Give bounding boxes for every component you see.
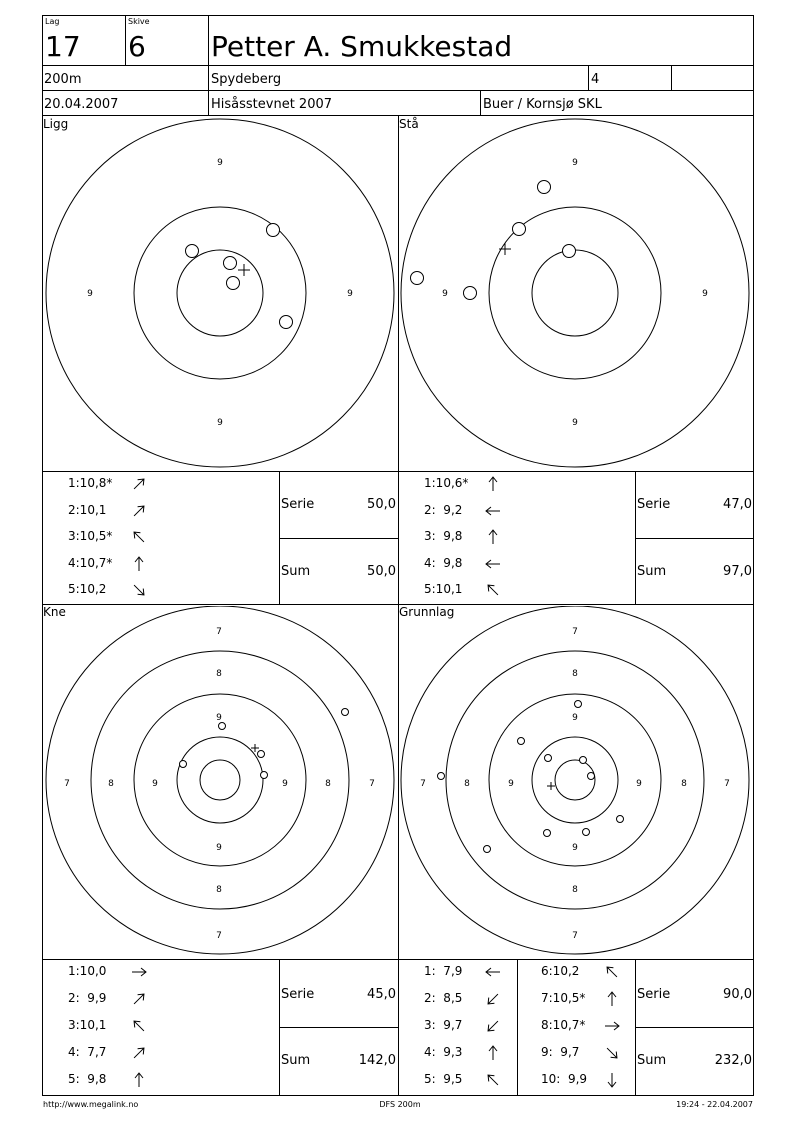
serie-value-ligg: 50,0	[367, 497, 396, 512]
ring-number: 9	[217, 418, 223, 428]
ring-number: 7	[724, 779, 730, 789]
target-ring	[446, 651, 704, 909]
direction-arrow-icon	[130, 1044, 148, 1062]
target-ring	[91, 651, 349, 909]
direction-arrow-icon	[130, 963, 148, 981]
shot-score: 2: 9,9	[68, 991, 107, 1005]
ring-number: 8	[572, 669, 578, 679]
direction-arrow-icon	[603, 1017, 621, 1035]
lag-label: Lag	[45, 17, 60, 26]
shot-score: 5:10,2	[68, 582, 107, 596]
distance: 200m	[44, 72, 82, 87]
shot-hole	[575, 701, 582, 708]
section-title-sta: Stå	[399, 117, 419, 131]
serie-value-grunnlag: 90,0	[723, 987, 752, 1002]
shot-score: 4: 9,3	[424, 1045, 463, 1059]
ring-number: 9	[217, 158, 223, 168]
direction-arrow-icon	[484, 1017, 502, 1035]
sum-label-sta: Sum	[637, 564, 667, 579]
skive-value: 6	[128, 30, 146, 63]
shot-hole	[342, 709, 349, 716]
direction-arrow-icon	[603, 1044, 621, 1062]
target-ring	[555, 760, 595, 800]
target-kne	[42, 606, 398, 959]
shot-score: 5: 9,5	[424, 1072, 463, 1086]
shot-score: 5:10,1	[424, 582, 463, 596]
lag-value: 17	[45, 30, 81, 63]
serie-label-ligg: Serie	[281, 497, 315, 512]
ring-number: 7	[216, 627, 222, 637]
shot-hole	[267, 224, 280, 237]
ring-number: 9	[216, 843, 222, 853]
shot-hole	[227, 277, 240, 290]
shot-hole	[224, 257, 237, 270]
shot-score: 9: 9,7	[541, 1045, 580, 1059]
direction-arrow-icon	[130, 555, 148, 573]
shot-hole	[563, 245, 576, 258]
ring-number: 7	[369, 779, 375, 789]
section-title-grunnlag: Grunnlag	[399, 605, 455, 619]
direction-arrow-icon	[603, 963, 621, 981]
target-sta	[398, 116, 754, 471]
direction-arrow-icon	[130, 502, 148, 520]
shot-score: 3: 9,7	[424, 1018, 463, 1032]
shot-score: 2: 9,2	[424, 503, 463, 517]
ring-number: 9	[572, 713, 578, 723]
shot-hole	[219, 723, 226, 730]
direction-arrow-icon	[603, 990, 621, 1008]
ring-number: 9	[508, 779, 514, 789]
shot-hole	[545, 755, 552, 762]
serie-label-sta: Serie	[637, 497, 671, 512]
shot-hole	[411, 272, 424, 285]
direction-arrow-icon	[484, 581, 502, 599]
serie-label-kne: Serie	[281, 987, 315, 1002]
shot-score: 1:10,8*	[68, 476, 113, 490]
ring-number: 9	[572, 418, 578, 428]
sum-label-kne: Sum	[281, 1053, 311, 1068]
shot-score: 2:10,1	[68, 503, 107, 517]
shot-hole	[588, 773, 595, 780]
target-ring	[134, 207, 306, 379]
direction-arrow-icon	[484, 528, 502, 546]
shooter-name: Petter A. Smukkestad	[211, 30, 513, 63]
ring-number: 8	[572, 885, 578, 895]
target-ring	[200, 760, 240, 800]
direction-arrow-icon	[603, 1071, 621, 1089]
direction-arrow-icon	[484, 502, 502, 520]
shot-hole	[513, 223, 526, 236]
shot-score: 8:10,7*	[541, 1018, 586, 1032]
ring-number: 8	[216, 885, 222, 895]
target-grunnlag	[398, 606, 754, 959]
shot-hole	[438, 773, 445, 780]
shot-score: 5: 9,8	[68, 1072, 107, 1086]
shot-hole	[617, 816, 624, 823]
shot-hole	[261, 772, 268, 779]
target-ring	[532, 737, 618, 823]
ring-number: 9	[572, 158, 578, 168]
shot-score: 3:10,1	[68, 1018, 107, 1032]
direction-arrow-icon	[130, 1071, 148, 1089]
sum-label-grunnlag: Sum	[637, 1053, 667, 1068]
shot-hole	[580, 757, 587, 764]
target-ring	[46, 606, 394, 954]
ring-number: 7	[420, 779, 426, 789]
shot-hole	[484, 846, 491, 853]
ring-number: 8	[108, 779, 114, 789]
ring-number: 8	[681, 779, 687, 789]
ring-number: 8	[325, 779, 331, 789]
shot-score: 4:10,7*	[68, 556, 113, 570]
shot-score: 3:10,5*	[68, 529, 113, 543]
ring-number: 9	[702, 289, 708, 299]
shot-hole	[186, 245, 199, 258]
target-ring	[46, 119, 394, 467]
serie-value-kne: 45,0	[367, 987, 396, 1002]
target-ring	[177, 737, 263, 823]
direction-arrow-icon	[130, 1017, 148, 1035]
ring-number: 9	[216, 713, 222, 723]
ring-number: 9	[442, 289, 448, 299]
serie-value-sta: 47,0	[723, 497, 752, 512]
shot-hole	[258, 751, 265, 758]
shot-score: 3: 9,8	[424, 529, 463, 543]
footer-timestamp: 19:24 - 22.04.2007	[676, 1100, 753, 1109]
direction-arrow-icon	[130, 990, 148, 1008]
ring-number: 8	[464, 779, 470, 789]
direction-arrow-icon	[484, 963, 502, 981]
target-ring	[532, 250, 618, 336]
shot-score: 1:10,6*	[424, 476, 469, 490]
target-ring	[177, 250, 263, 336]
target-ligg	[42, 116, 398, 471]
target-ring	[401, 119, 749, 467]
serie-label-grunnlag: Serie	[637, 987, 671, 1002]
sum-value-kne: 142,0	[358, 1053, 396, 1068]
ring-number: 7	[572, 931, 578, 941]
shot-hole	[464, 287, 477, 300]
ring-number: 9	[636, 779, 642, 789]
ring-number: 7	[64, 779, 70, 789]
sum-value-sta: 97,0	[723, 564, 752, 579]
direction-arrow-icon	[484, 475, 502, 493]
sum-value-grunnlag: 232,0	[714, 1053, 752, 1068]
ring-number: 9	[572, 843, 578, 853]
club-name: Buer / Kornsjø SKL	[483, 97, 602, 112]
shot-hole	[518, 738, 525, 745]
ring-number: 7	[572, 627, 578, 637]
shot-score: 10: 9,9	[541, 1072, 588, 1086]
shot-score: 1: 7,9	[424, 964, 463, 978]
ring-number: 9	[347, 289, 353, 299]
ring-number: 8	[216, 669, 222, 679]
section-title-ligg: Ligg	[43, 117, 69, 131]
ring-number: 9	[282, 779, 288, 789]
direction-arrow-icon	[484, 1044, 502, 1062]
direction-arrow-icon	[484, 555, 502, 573]
shot-hole	[583, 829, 590, 836]
event-name: Hisåsstevnet 2007	[211, 97, 333, 112]
footer-center: DFS 200m	[379, 1100, 421, 1109]
shot-hole	[538, 181, 551, 194]
shot-hole	[180, 761, 187, 768]
number: 4	[591, 72, 600, 87]
shot-score: 6:10,2	[541, 964, 580, 978]
shot-score: 2: 8,5	[424, 991, 463, 1005]
ring-number: 7	[216, 931, 222, 941]
ring-number: 9	[152, 779, 158, 789]
direction-arrow-icon	[484, 1071, 502, 1089]
shot-score: 4: 7,7	[68, 1045, 107, 1059]
skive-label: Skive	[128, 17, 150, 26]
sum-value-ligg: 50,0	[367, 564, 396, 579]
shot-hole	[544, 830, 551, 837]
sum-label-ligg: Sum	[281, 564, 311, 579]
footer-url: http://www.megalink.no	[43, 1100, 139, 1109]
shot-hole	[280, 316, 293, 329]
direction-arrow-icon	[484, 990, 502, 1008]
shot-score: 4: 9,8	[424, 556, 463, 570]
section-title-kne: Kne	[43, 605, 66, 619]
place: Spydeberg	[211, 72, 282, 87]
shot-score: 7:10,5*	[541, 991, 586, 1005]
direction-arrow-icon	[130, 581, 148, 599]
ring-number: 9	[87, 289, 93, 299]
direction-arrow-icon	[130, 528, 148, 546]
date: 20.04.2007	[44, 97, 119, 112]
direction-arrow-icon	[130, 475, 148, 493]
shot-score: 1:10,0	[68, 964, 107, 978]
target-ring	[401, 606, 749, 954]
